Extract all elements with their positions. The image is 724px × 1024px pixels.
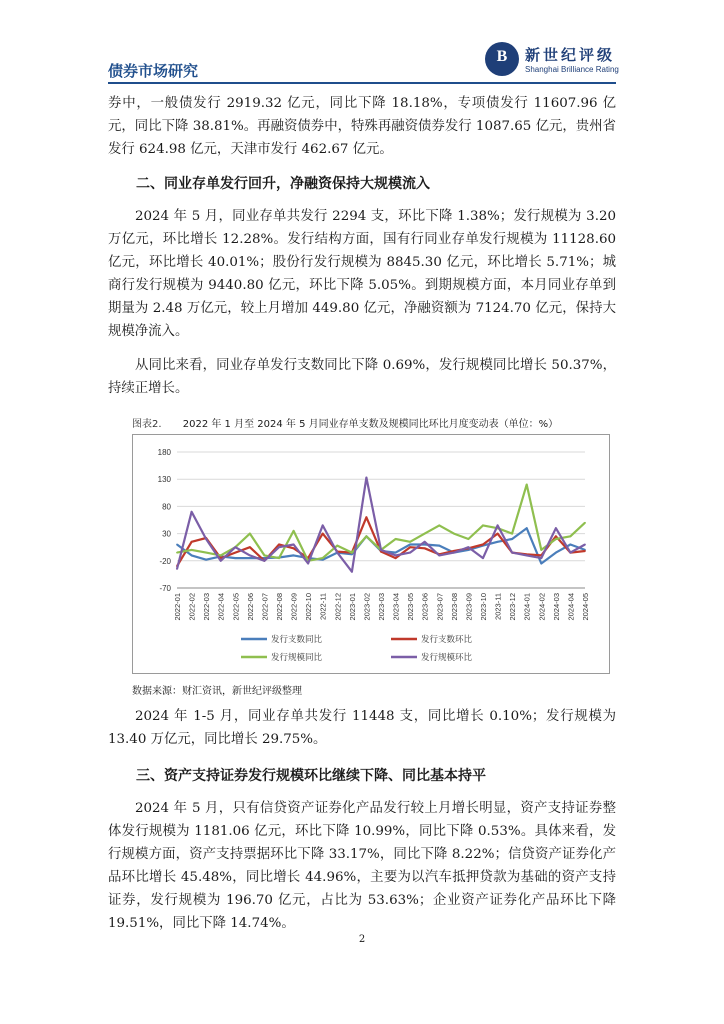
data-point (453, 533, 455, 535)
data-point (293, 547, 295, 549)
x-tick-label: 2024-04 (566, 593, 576, 621)
x-tick-label: 2024-03 (551, 593, 561, 621)
data-point (307, 563, 309, 565)
data-point (482, 544, 484, 546)
y-tick-label: 180 (157, 448, 171, 457)
data-point (526, 527, 528, 529)
data-point (220, 560, 222, 562)
x-tick-label: 2024-01 (522, 593, 532, 621)
data-point (293, 554, 295, 556)
section-heading-2: 二、同业存单发行回升，净融资保持大规模流入 (136, 176, 430, 192)
data-point (497, 533, 499, 535)
data-point (366, 535, 368, 537)
figure-label: 图表2. (132, 419, 162, 430)
x-tick-label: 2022-04 (216, 593, 226, 621)
data-point (191, 554, 193, 556)
data-point (540, 557, 542, 559)
x-tick-label: 2023-10 (479, 593, 488, 621)
y-tick-label: 80 (162, 502, 171, 512)
data-point (191, 511, 193, 513)
data-point (293, 530, 295, 532)
data-point (555, 538, 557, 540)
data-point (570, 544, 572, 546)
data-point (570, 535, 572, 537)
logo-text: 新世纪评级 (525, 46, 616, 64)
data-point (511, 538, 513, 540)
x-tick-label: 2022-11 (318, 593, 328, 620)
data-point (322, 525, 324, 527)
x-tick-label: 2023-08 (449, 593, 459, 621)
data-point (497, 525, 499, 527)
figure-source: 数据来源：财汇资讯，新世纪评级整理 (132, 686, 302, 697)
data-point (264, 554, 266, 556)
data-point (497, 541, 499, 543)
data-point (234, 557, 236, 559)
data-point (453, 552, 455, 554)
paragraph-3: 从同比来看，同业存单发行支数同比下降 0.69%，发行规模同比增长 50.37%，持续正增长。 (108, 358, 616, 396)
legend-label: 发行规模环比 (421, 653, 473, 663)
x-tick-label: 2022-03 (202, 593, 212, 621)
data-point (176, 544, 178, 546)
data-point (380, 549, 382, 551)
data-point (570, 552, 572, 554)
x-tick-label: 2024-02 (537, 593, 547, 621)
data-point (555, 527, 557, 529)
data-point (540, 549, 542, 551)
x-tick-label: 2022-01 (173, 593, 182, 621)
x-tick-label: 2022-06 (245, 593, 255, 621)
brand-logo (485, 42, 619, 82)
data-point (249, 554, 251, 556)
data-point (526, 554, 528, 556)
data-point (205, 538, 207, 540)
x-tick-label: 2023-01 (347, 593, 357, 621)
y-tick-label: -70 (159, 584, 171, 593)
legend-label: 发行支数同比 (271, 635, 323, 645)
data-point (395, 552, 397, 554)
figure-title (132, 415, 558, 430)
data-point (424, 547, 426, 549)
data-point (176, 568, 178, 570)
data-point (336, 552, 338, 554)
x-tick-label: 2022-08 (275, 593, 284, 621)
data-point (395, 557, 397, 559)
section-heading-3: 三、资产支持证券发行规模环比继续下降、同比基本持平 (136, 768, 486, 784)
data-point (249, 533, 251, 535)
data-point (176, 552, 178, 554)
x-tick-label: 2022-09 (289, 593, 299, 621)
y-tick-label: 130 (157, 475, 171, 485)
data-point (234, 552, 236, 554)
page-number: 2 (358, 934, 366, 945)
data-point (395, 554, 397, 556)
paragraph-5: 2024 年 5 月，只有信贷资产证券化产品发行较上月增长明显，资产支持证券整体发行规模为 1181.06 亿元，环比下降 10.99%，同比下降 0.53%。具体来看，发行规模方面，资产支持票据环比下降 33.17%，同比下降 8.22%；信贷资产证券化产品环比增长 45.48%，同比增长 44.96%，主要为以汽车抵押贷款为基础的资产支持证券，发行规模为 196.70 亿元，占比为 53.63%；企业资产证券化产品环比下降 19.51%，同比下降 14.74%。 (108, 801, 616, 931)
data-point (511, 533, 513, 535)
data-point (220, 554, 222, 556)
x-tick-label: 2023-12 (508, 593, 518, 621)
x-tick-label: 2022-02 (187, 593, 197, 621)
data-point (424, 533, 426, 535)
x-tick-label: 2023-05 (406, 593, 416, 621)
data-point (482, 557, 484, 559)
data-point (395, 538, 397, 540)
data-point (540, 563, 542, 565)
data-point (322, 557, 324, 559)
y-tick-label: -20 (159, 556, 171, 566)
data-point (234, 546, 236, 548)
data-point (351, 571, 353, 573)
header-divider (108, 82, 616, 84)
paragraph-2: 2024 年 5 月，同业存单共发行 2294 支，环比下降 1.38%；发行规模为 3.20 万亿元，环比增长 12.28%。发行结构方面，国有行同业存单发行规模为 11128.60 亿元，环比增长 40.01%；股份行发行规模为 8845.30 亿元，环比增长 5.71%；城商行发行规模为 9440.80 亿元，环比下降 5.05%。到期规模方面，本月同业存单到期量为 2.48 万亿元，较上月增加 449.80 亿元，净融资额为 7124.70 亿元，保持大规模净流入。 (108, 209, 616, 339)
data-point (424, 541, 426, 543)
data-point (249, 557, 251, 559)
x-tick-label: 2024-05 (581, 593, 590, 621)
x-tick-label: 2023-07 (435, 593, 445, 621)
x-tick-label: 2022-10 (304, 593, 314, 621)
data-point (278, 544, 280, 546)
x-tick-label: 2022-07 (260, 593, 270, 621)
data-point (555, 535, 557, 537)
legend-label: 发行规模同比 (271, 653, 323, 663)
x-tick-label: 2023-06 (420, 593, 430, 621)
legend-label: 发行支数环比 (421, 635, 473, 645)
data-point (409, 541, 411, 543)
data-point (322, 533, 324, 535)
data-point (468, 546, 470, 548)
x-tick-label: 2022-12 (333, 593, 343, 621)
x-tick-label: 2023-04 (391, 593, 401, 621)
logo-mark-icon: B (485, 42, 519, 76)
logo-en-text: Shanghai Brilliance Rating (525, 65, 619, 74)
data-point (249, 546, 251, 548)
data-point (438, 554, 440, 556)
x-tick-label: 2023-02 (362, 593, 372, 621)
data-point (264, 560, 266, 562)
data-point (526, 484, 528, 486)
data-point (336, 545, 338, 547)
x-tick-label: 2023-03 (377, 593, 386, 621)
chart-frame (132, 434, 610, 674)
paragraph-4: 2024 年 1-5 月，同业存单共发行 11448 支，同比增长 0.10%；发行规模为 13.40 万亿元，同比增长 29.75%。 (108, 709, 616, 747)
data-point (278, 546, 280, 548)
header-title: 债券市场研究 (108, 62, 199, 80)
data-point (366, 477, 368, 479)
line-chart (133, 435, 609, 673)
data-point (205, 552, 207, 554)
data-point (438, 525, 440, 527)
data-point (584, 550, 586, 552)
data-point (278, 557, 280, 559)
data-point (555, 552, 557, 554)
data-point (584, 522, 586, 524)
data-point (482, 525, 484, 527)
data-point (584, 544, 586, 546)
data-point (511, 552, 513, 554)
paragraph-1: 券中，一般债发行 2919.32 亿元，同比下降 18.18%，专项债发行 11607.96 亿元，同比下降 38.81%。再融资债券中，特殊再融资债券发行 1087.65 亿元，贵州省发行 624.98 亿元，天津市发行 462.67 亿元。 (108, 96, 616, 157)
data-point (366, 516, 368, 518)
y-tick-label: 30 (162, 529, 171, 539)
data-point (293, 544, 295, 546)
data-point (468, 538, 470, 540)
x-tick-label: 2022-05 (231, 593, 241, 621)
x-tick-label: 2023-09 (464, 593, 474, 621)
data-point (191, 549, 193, 551)
data-point (409, 544, 411, 546)
data-point (438, 545, 440, 547)
x-tick-label: 2023-11 (493, 593, 503, 620)
data-point (351, 552, 353, 554)
data-point (409, 552, 411, 554)
data-point (191, 541, 193, 543)
data-point (205, 559, 207, 561)
figure-caption: 2022 年 1 月至 2024 年 5 月同业存单支数及规模同比环比月度变动表（单位：%） (182, 419, 559, 430)
data-point (409, 546, 411, 548)
